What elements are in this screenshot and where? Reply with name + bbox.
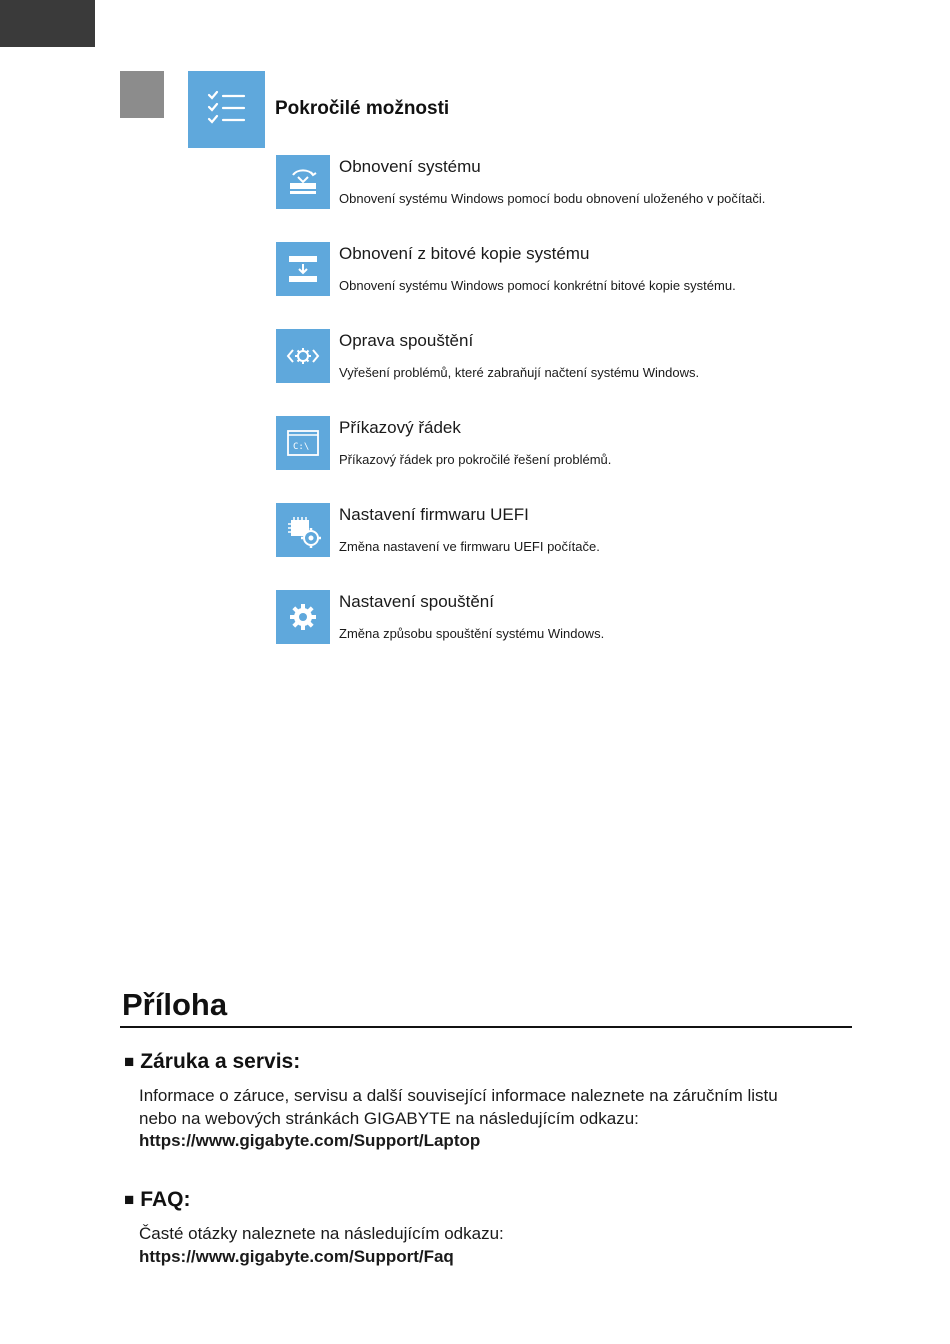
prompt-text: C:\ bbox=[293, 442, 310, 452]
warranty-line-1: Informace o záruce, servisu a další související informace naleznete na záručním listu bbox=[139, 1086, 778, 1105]
option-label: Nastavení firmwaru UEFI bbox=[339, 505, 529, 524]
checklist-icon bbox=[188, 71, 265, 148]
faq-line-1: Časté otázky naleznete na následujícím odkazu: bbox=[139, 1224, 504, 1243]
faq-heading-text: FAQ: bbox=[140, 1188, 191, 1211]
option-description: Změna nastavení ve firmwaru UEFI počítače. bbox=[339, 539, 600, 554]
warranty-text bbox=[139, 1085, 778, 1153]
option-uefi-firmware[interactable] bbox=[276, 503, 896, 559]
faq-link[interactable]: https://www.gigabyte.com/Support/Faq bbox=[139, 1246, 454, 1266]
system-restore-icon bbox=[276, 155, 330, 209]
option-label: Příkazový řádek bbox=[339, 418, 461, 437]
uefi-firmware-icon bbox=[276, 503, 330, 557]
option-label: Nastavení spouštění bbox=[339, 592, 494, 611]
option-description: Vyřešení problémů, které zabraňují načtení systému Windows. bbox=[339, 365, 700, 380]
appendix-title: Příloha bbox=[122, 987, 228, 1022]
option-startup-settings[interactable] bbox=[276, 590, 896, 646]
page-title: Pokročilé možnosti bbox=[275, 98, 450, 119]
divider bbox=[120, 1026, 852, 1028]
startup-settings-icon bbox=[276, 590, 330, 644]
warranty-link[interactable]: https://www.gigabyte.com/Support/Laptop bbox=[139, 1131, 481, 1150]
image-recovery-icon bbox=[276, 242, 330, 296]
option-system-restore[interactable] bbox=[276, 155, 896, 211]
command-prompt-icon bbox=[276, 416, 330, 470]
option-description: Obnovení systému Windows pomocí bodu obnovení uloženého v počítači. bbox=[339, 191, 766, 206]
warranty-heading bbox=[124, 1050, 300, 1074]
option-image-recovery[interactable] bbox=[276, 242, 896, 298]
option-command-prompt[interactable] bbox=[276, 416, 896, 472]
option-description: Obnovení systému Windows pomocí konkrétní bitové kopie systému. bbox=[339, 278, 736, 293]
faq-heading bbox=[124, 1188, 190, 1212]
option-label: Oprava spouštění bbox=[339, 331, 474, 350]
option-startup-repair[interactable] bbox=[276, 329, 896, 385]
section-marker bbox=[120, 71, 164, 118]
warranty-line-2: nebo na webových stránkách GIGABYTE na následujícím odkazu: bbox=[139, 1108, 639, 1128]
option-description: Příkazový řádek pro pokročilé řešení problémů. bbox=[339, 452, 612, 467]
warranty-heading-text: Záruka a servis: bbox=[140, 1050, 301, 1073]
startup-repair-icon bbox=[276, 329, 330, 383]
faq-text bbox=[139, 1223, 504, 1268]
option-label: Obnovení z bitové kopie systému bbox=[339, 244, 590, 263]
option-description: Změna způsobu spouštění systému Windows. bbox=[339, 626, 605, 641]
bullet-icon: ■ bbox=[124, 1052, 135, 1071]
bullet-icon: ■ bbox=[124, 1190, 135, 1209]
page-corner-tab bbox=[0, 0, 95, 47]
option-label: Obnovení systému bbox=[339, 157, 481, 176]
